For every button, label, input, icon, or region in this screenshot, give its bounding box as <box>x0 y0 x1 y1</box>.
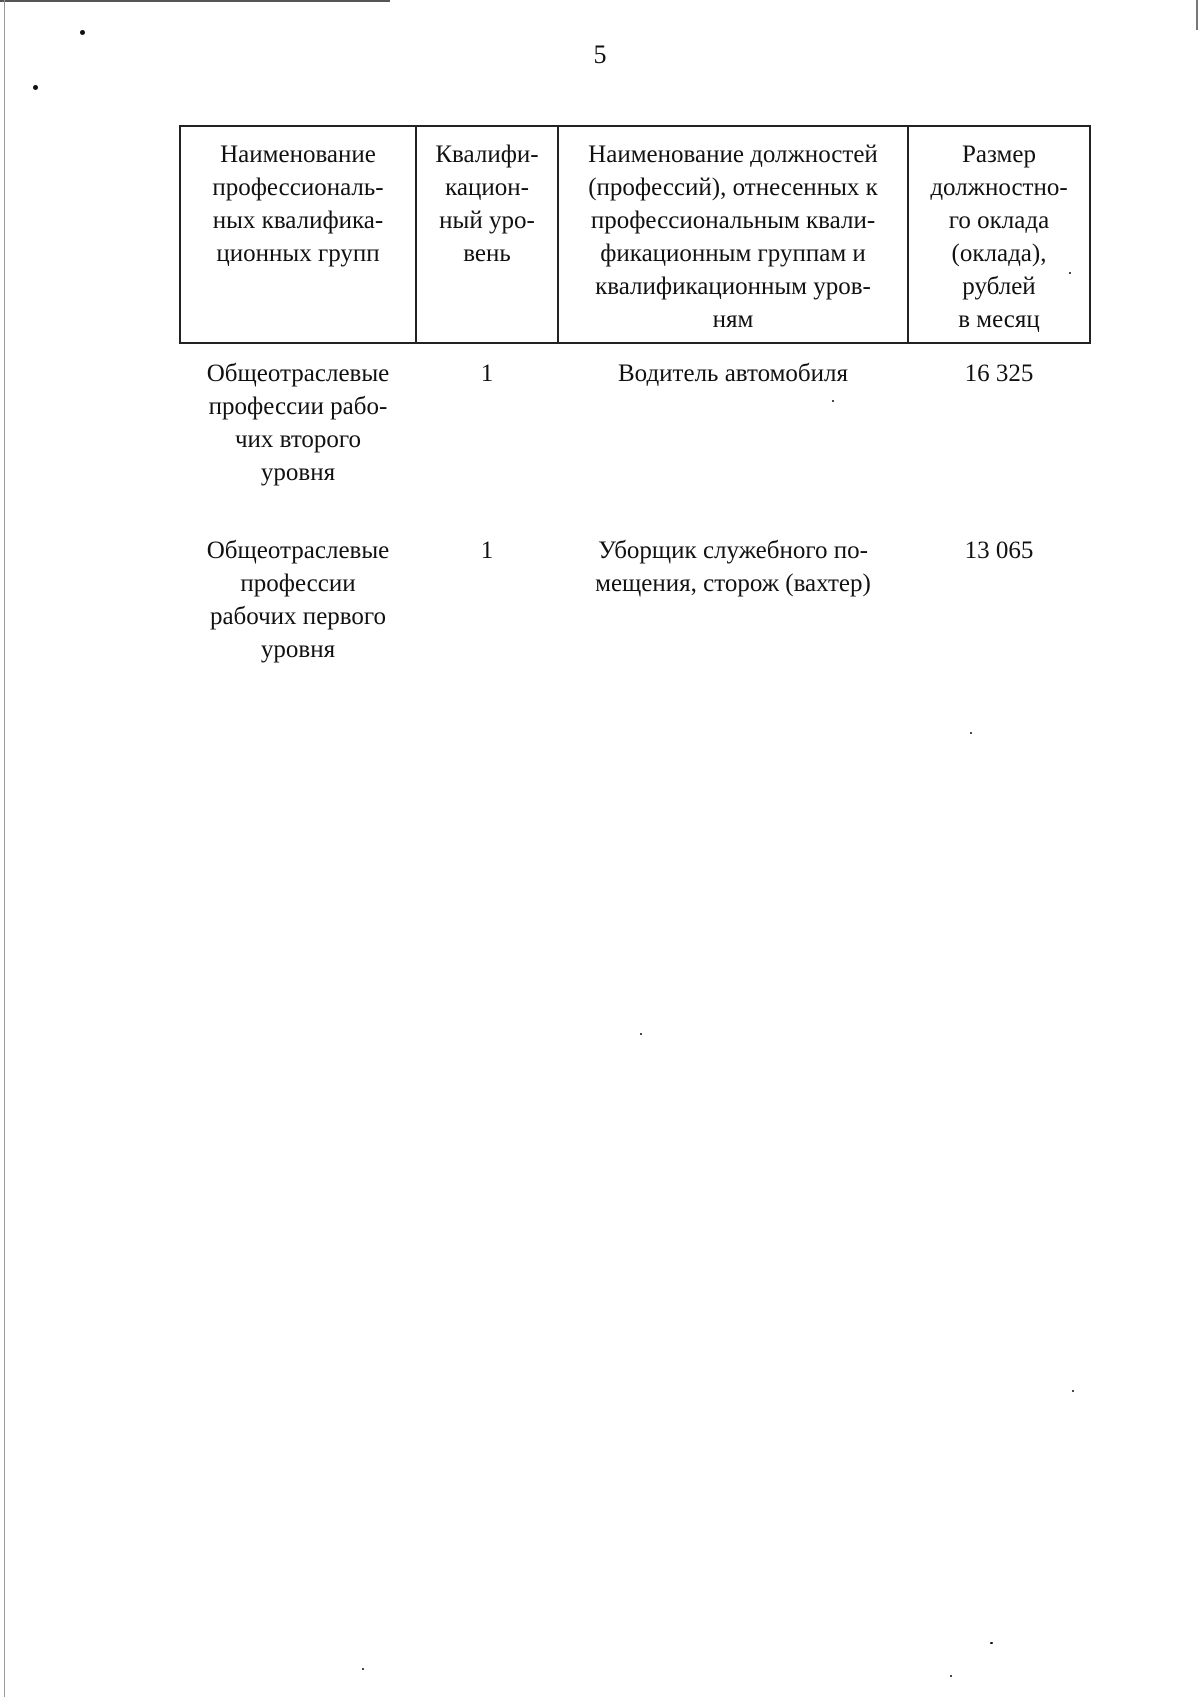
text-line: ционных групп <box>216 240 380 267</box>
header-cell-qualification-level <box>416 126 558 343</box>
cell-salary: 16 325 <box>964 360 1034 387</box>
header-cell-position-names <box>558 126 908 343</box>
text-line: Общеотраслевые <box>206 360 390 387</box>
text-line: го оклада <box>948 207 1050 234</box>
scan-speck <box>1072 1390 1074 1392</box>
cell-group-name <box>180 343 416 534</box>
salary-table <box>179 125 1091 666</box>
text-line: Наименование <box>220 141 376 168</box>
text-line: кацион- <box>445 174 529 201</box>
scan-speck <box>33 85 38 90</box>
text-line: Наименование должностей <box>588 141 878 168</box>
scan-speck <box>362 1668 364 1670</box>
text-line: уровня <box>260 459 336 486</box>
scan-speck <box>640 1033 642 1035</box>
scan-edge-left <box>4 0 5 1697</box>
text-line: ных квалифика- <box>212 207 384 234</box>
page-number: 5 <box>593 40 607 69</box>
text-line: мещения, сторож (вахтер) <box>595 570 871 597</box>
text-line: рублей <box>962 273 1036 300</box>
text-line: квалификационным уров- <box>595 273 871 300</box>
header-cell-group-name <box>180 126 416 343</box>
text-line: (оклада), <box>951 240 1047 267</box>
table-header-row <box>180 126 1090 343</box>
scan-speck <box>990 1642 993 1644</box>
text-line: рабочих первого <box>209 603 387 630</box>
cell-position <box>558 343 908 534</box>
cell-level: 1 <box>480 360 494 387</box>
text-line: (профессий), отнесенных к <box>588 174 878 201</box>
text-line: профессии <box>240 570 356 597</box>
cell-group-name <box>180 534 416 666</box>
text-line: Общеотраслевые <box>206 537 390 564</box>
text-line: должностно- <box>930 174 1068 201</box>
header-cell-salary <box>908 126 1090 343</box>
scan-speck <box>970 732 972 734</box>
text-line: Квалифи- <box>435 141 539 168</box>
cell-level: 1 <box>480 537 494 564</box>
cell-salary: 13 065 <box>964 537 1034 564</box>
text-line: Водитель автомобиля <box>618 360 848 387</box>
table-row <box>180 343 1090 534</box>
text-line: профессиональным квали- <box>590 207 876 234</box>
scan-edge-top <box>0 0 390 2</box>
text-line: уровня <box>260 636 336 663</box>
text-line: ный уро- <box>439 207 535 234</box>
text-line: в месяц <box>958 306 1040 333</box>
text-line: Размер <box>962 141 1036 168</box>
text-line: чих второго <box>234 426 362 453</box>
scan-speck <box>80 30 85 35</box>
table-row <box>180 534 1090 666</box>
scan-edge-right <box>1196 0 1198 30</box>
text-line: Уборщик служебного по- <box>598 537 868 564</box>
text-line: ням <box>712 306 754 333</box>
text-line: вень <box>463 240 511 267</box>
text-line: профессии рабо- <box>208 393 388 420</box>
text-line: профессиональ- <box>212 174 384 201</box>
cell-position <box>558 534 908 666</box>
text-line: фикационным группам и <box>600 240 866 267</box>
scan-speck <box>950 1675 952 1677</box>
